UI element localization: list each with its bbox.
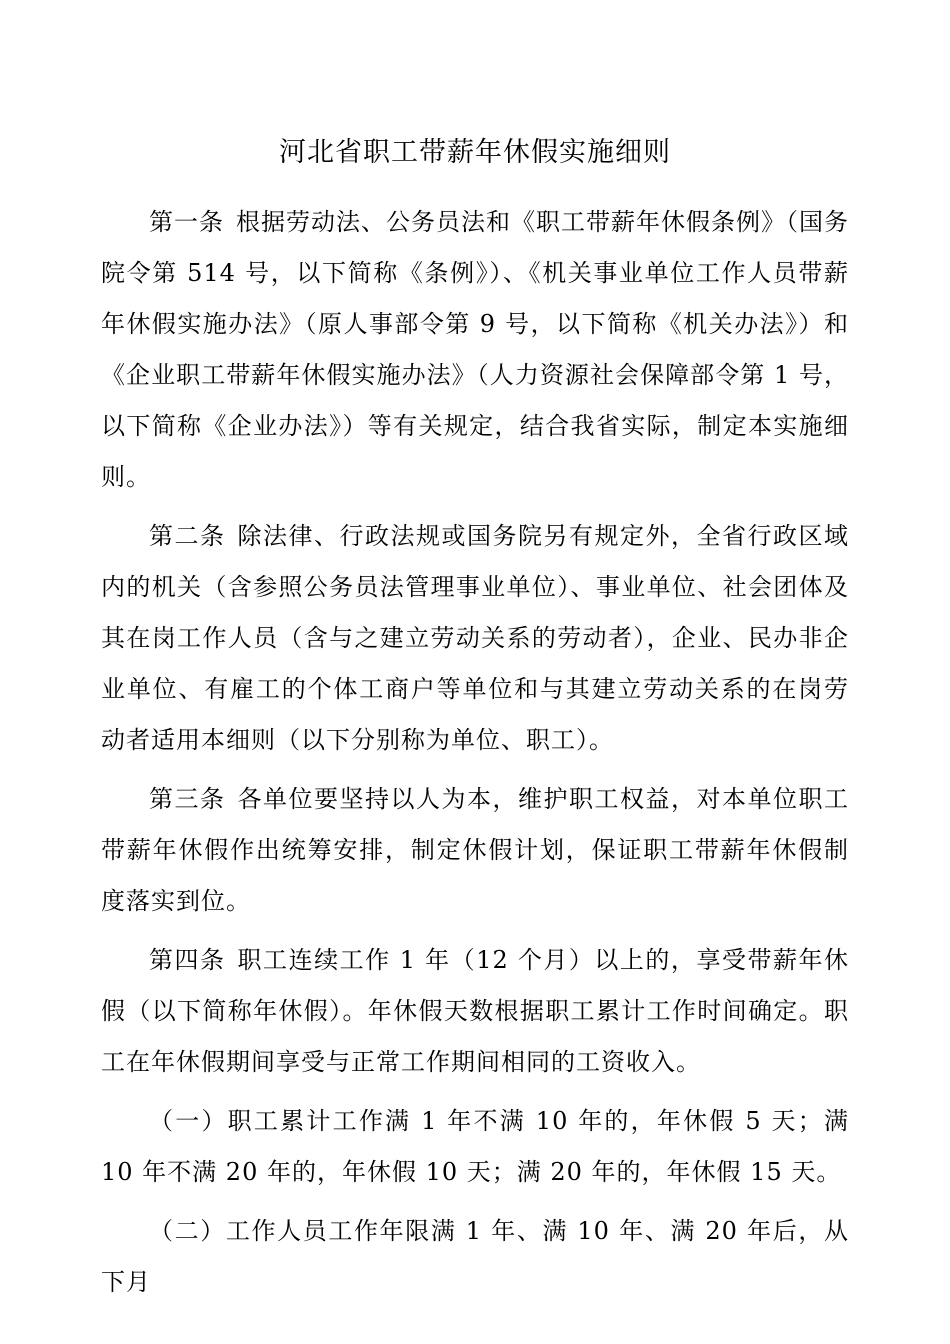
article-text: 职工连续工作 1 年（12 个月）以上的，享受带薪年休假（以下简称年休假）。年休假天数根据职工累计工作时间确定。职工在年休假期间享受与正常工作期间相同的工资收入。 [101, 946, 850, 1076]
article-2 [101, 511, 849, 766]
article-4-item-1 [101, 1096, 849, 1198]
article-number: 第一条 [149, 208, 224, 236]
article-4 [101, 935, 849, 1088]
article-text: 根据劳动法、公务员法和《职工带薪年休假条例》（国务院令第 514 号，以下简称《条例》）、《机关事业单位工作人员带薪年休假实施办法》（原人事部令第 9 号，以下简称《机关办法》）和《企业职工带薪年休假实施办法》（人力资源社会保障部令第 1 号，以下简称《企业办法》）等有关规定，结合我省实际，制定本实施细则。 [101, 208, 849, 491]
article-number: 第四条 [149, 946, 226, 974]
article-text: 各单位要坚持以人为本，维护职工权益，对本单位职工带薪年休假作出统筹安排，制定休假计划，保证职工带薪年休假制度落实到位。 [101, 785, 849, 915]
article-1 [101, 197, 849, 503]
item-text: （一）职工累计工作满 1 年不满 10 年的，年休假 5 天；满 10 年不满 20 年的，年休假 10 天；满 20 年的，年休假 15 天。 [101, 1107, 849, 1186]
document-title: 河北省职工带薪年休假实施细则 [279, 137, 671, 168]
article-text: 除法律、行政法规或国务院另有规定外，全省行政区域内的机关（含参照公务员法管理事业单位）、事业单位、社会团体及其在岗工作人员（含与之建立劳动关系的劳动者），企业、民办非企业单位、有雇工的个体工商户等单位和与其建立劳动关系的在岗劳动者适用本细则（以下分别称为单位、职工）。 [101, 522, 849, 754]
article-number: 第二条 [149, 522, 226, 550]
item-text: （二）工作人员工作年限满 1 年、满 10 年、满 20 年后，从下月 [101, 1217, 849, 1296]
article-4-item-2 [101, 1206, 849, 1308]
article-number: 第三条 [149, 785, 226, 813]
article-3 [101, 774, 849, 927]
